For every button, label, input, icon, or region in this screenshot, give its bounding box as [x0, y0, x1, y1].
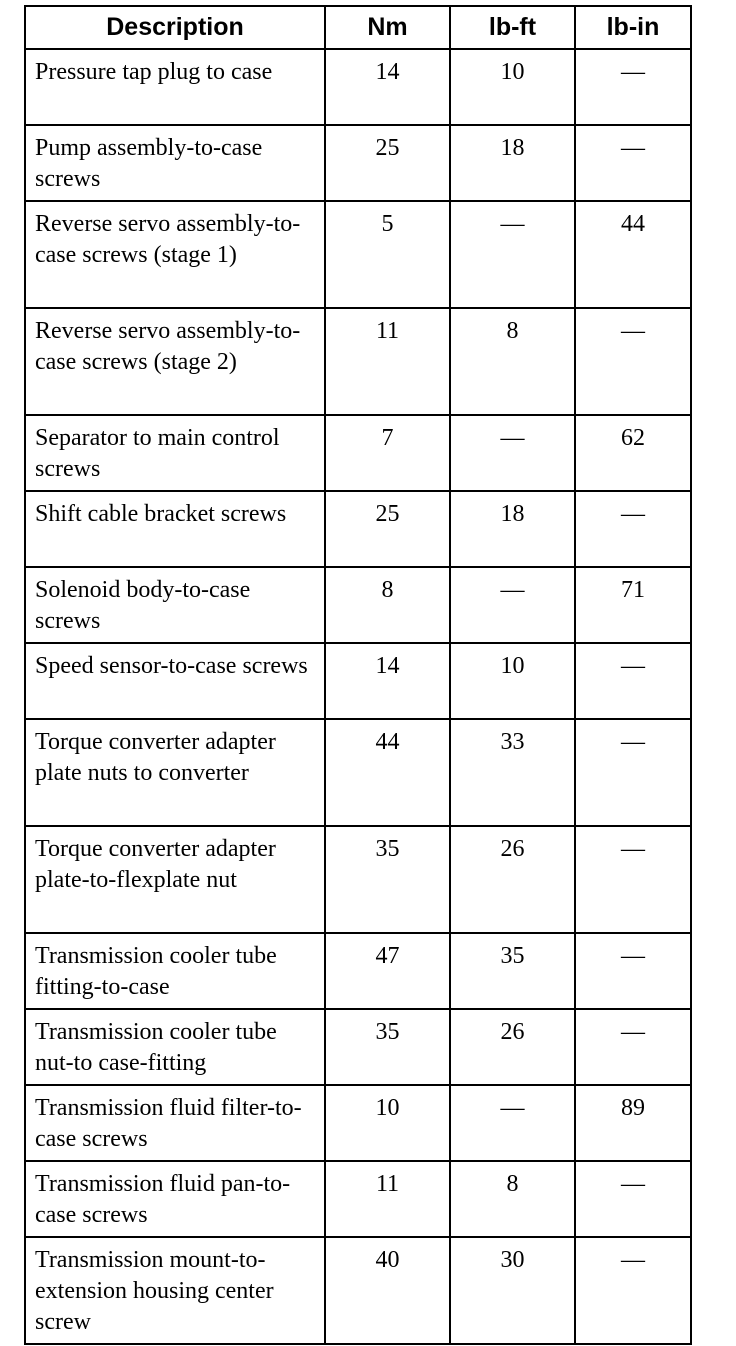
cell-nm: 25 — [325, 125, 450, 201]
cell-description: Transmission fluid pan-to-case screws — [25, 1161, 325, 1237]
cell-lb-in: — — [575, 125, 691, 201]
cell-lb-ft: 10 — [450, 643, 575, 719]
cell-lb-ft: 30 — [450, 1237, 575, 1344]
header-lb-in: lb-in — [575, 6, 691, 49]
cell-lb-ft: 35 — [450, 933, 575, 1009]
header-lb-ft: lb-ft — [450, 6, 575, 49]
cell-lb-in: — — [575, 308, 691, 415]
cell-lb-in: — — [575, 49, 691, 125]
cell-nm: 7 — [325, 415, 450, 491]
table-row — [25, 415, 691, 491]
cell-lb-ft: — — [450, 567, 575, 643]
cell-lb-in: — — [575, 643, 691, 719]
table-row — [25, 643, 691, 719]
cell-nm: 14 — [325, 49, 450, 125]
table-row — [25, 49, 691, 125]
table-row — [25, 719, 691, 826]
cell-nm: 10 — [325, 1085, 450, 1161]
cell-lb-ft: 8 — [450, 308, 575, 415]
cell-lb-in: 71 — [575, 567, 691, 643]
cell-lb-ft: 26 — [450, 826, 575, 933]
table-row — [25, 308, 691, 415]
cell-lb-in: 44 — [575, 201, 691, 308]
table-row — [25, 1237, 691, 1344]
torque-spec-table — [24, 5, 692, 1345]
cell-lb-ft: — — [450, 415, 575, 491]
table-row — [25, 1009, 691, 1085]
table-row — [25, 1085, 691, 1161]
cell-description: Transmission cooler tube nut-to case-fitting — [25, 1009, 325, 1085]
cell-nm: 44 — [325, 719, 450, 826]
cell-description: Pump assembly-to-case screws — [25, 125, 325, 201]
cell-description: Shift cable bracket screws — [25, 491, 325, 567]
cell-description: Reverse servo assembly-to-case screws (stage 1) — [25, 201, 325, 308]
cell-lb-in: — — [575, 491, 691, 567]
cell-lb-in: — — [575, 1237, 691, 1344]
cell-lb-ft: — — [450, 1085, 575, 1161]
table-row — [25, 933, 691, 1009]
table-row — [25, 826, 691, 933]
cell-nm: 8 — [325, 567, 450, 643]
cell-lb-ft: 10 — [450, 49, 575, 125]
header-nm: Nm — [325, 6, 450, 49]
cell-nm: 47 — [325, 933, 450, 1009]
cell-nm: 25 — [325, 491, 450, 567]
cell-description: Transmission cooler tube fitting-to-case — [25, 933, 325, 1009]
cell-lb-ft: 26 — [450, 1009, 575, 1085]
cell-lb-ft: 33 — [450, 719, 575, 826]
cell-lb-in: — — [575, 1161, 691, 1237]
cell-description: Pressure tap plug to case — [25, 49, 325, 125]
cell-nm: 5 — [325, 201, 450, 308]
cell-lb-in: 89 — [575, 1085, 691, 1161]
cell-description: Separator to main control screws — [25, 415, 325, 491]
table-row — [25, 567, 691, 643]
cell-lb-in: — — [575, 1009, 691, 1085]
table-row — [25, 125, 691, 201]
table-row — [25, 491, 691, 567]
cell-lb-in: 62 — [575, 415, 691, 491]
header-description: Description — [25, 6, 325, 49]
cell-lb-in: — — [575, 933, 691, 1009]
cell-lb-ft: 8 — [450, 1161, 575, 1237]
cell-description: Solenoid body-to-case screws — [25, 567, 325, 643]
cell-description: Transmission mount-to-extension housing center screw — [25, 1237, 325, 1344]
cell-lb-ft: 18 — [450, 491, 575, 567]
cell-nm: 11 — [325, 308, 450, 415]
table-row — [25, 1161, 691, 1237]
cell-nm: 14 — [325, 643, 450, 719]
cell-description: Transmission fluid filter-to-case screws — [25, 1085, 325, 1161]
cell-nm: 35 — [325, 826, 450, 933]
cell-description: Speed sensor-to-case screws — [25, 643, 325, 719]
cell-description: Torque converter adapter plate nuts to converter — [25, 719, 325, 826]
cell-lb-ft: — — [450, 201, 575, 308]
cell-nm: 11 — [325, 1161, 450, 1237]
cell-nm: 40 — [325, 1237, 450, 1344]
cell-lb-in: — — [575, 826, 691, 933]
cell-description: Reverse servo assembly-to-case screws (stage 2) — [25, 308, 325, 415]
cell-description: Torque converter adapter plate-to-flexplate nut — [25, 826, 325, 933]
cell-lb-in: — — [575, 719, 691, 826]
cell-lb-ft: 18 — [450, 125, 575, 201]
table-row — [25, 201, 691, 308]
table-header-row — [25, 6, 691, 49]
cell-nm: 35 — [325, 1009, 450, 1085]
